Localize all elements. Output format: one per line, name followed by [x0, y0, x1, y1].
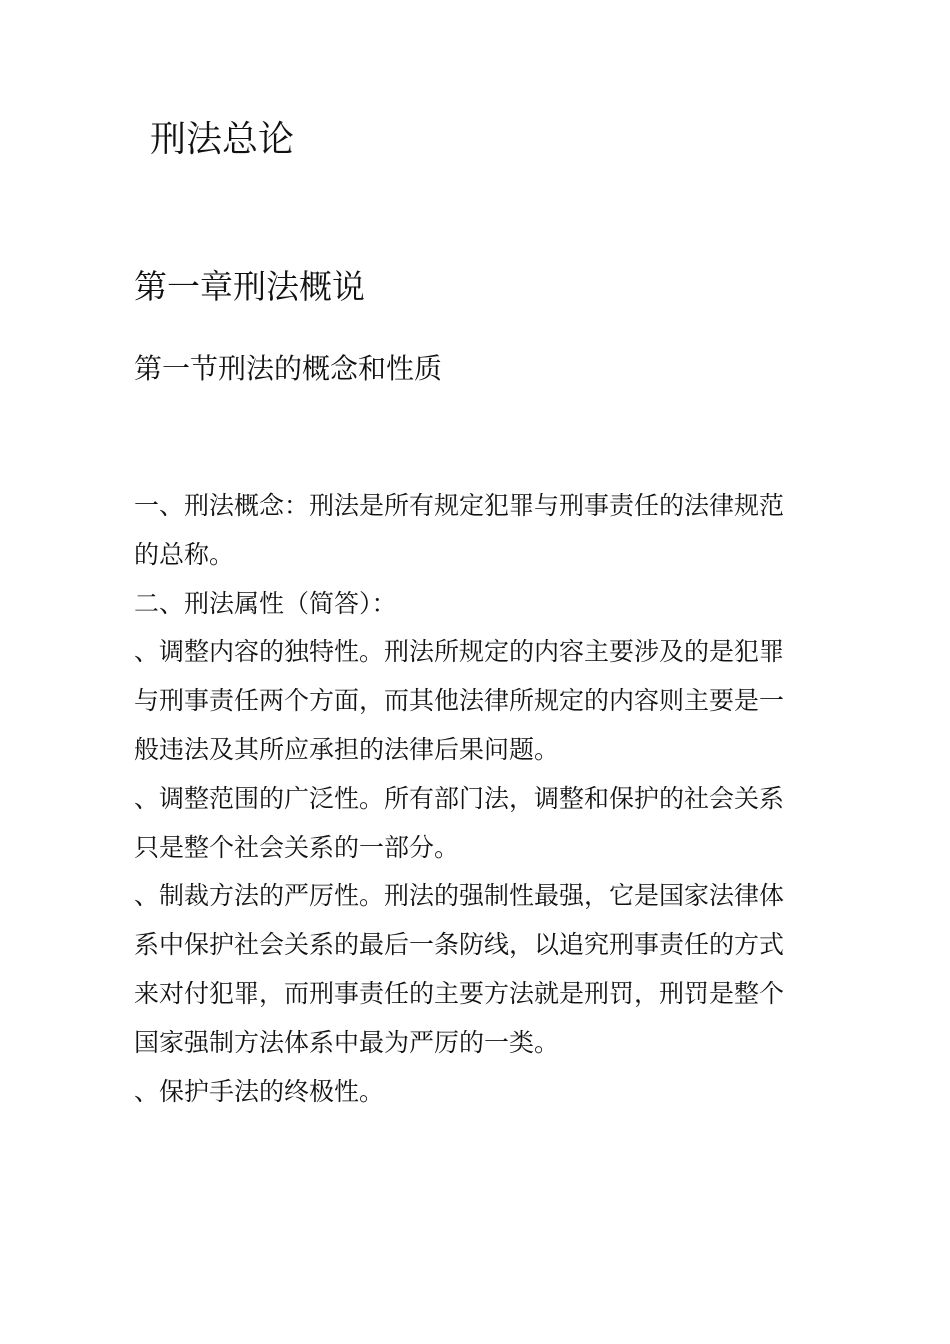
chapter-heading: 第一章刑法概说 — [134, 267, 365, 306]
body-line: 只是整个社会关系的一部分。 — [134, 832, 460, 862]
body-line: 一、刑法概念：刑法是所有规定犯罪与刑事责任的法律规范 — [134, 491, 785, 520]
body-line: 般违法及其所应承担的法律后果问题。 — [134, 734, 560, 764]
document-title: 刑法总论 — [150, 119, 295, 160]
body-line: 与刑事责任两个方面，而其他法律所规定的内容则主要是一 — [134, 686, 785, 716]
body-line: 、制裁方法的严厉性。刑法的强制性最强，它是国家法律体 — [134, 881, 785, 911]
body-line: 来对付犯罪，而刑事责任的主要方法就是刑罚，刑罚是整个 — [134, 978, 785, 1008]
body-line: 系中保护社会关系的最后一条防线，以追究刑事责任的方式 — [134, 930, 785, 960]
body-line: 、调整范围的广泛性。所有部门法，调整和保护的社会关系 — [134, 783, 785, 813]
section-heading: 第一节刑法的概念和性质 — [134, 352, 443, 385]
body-line: 、保护手法的终极性。 — [134, 1076, 385, 1106]
body-line: 的总称。 — [134, 539, 235, 569]
body-line: 二、刑法属性（简答）： — [134, 588, 397, 618]
body-line: 国家强制方法体系中最为严厉的一类。 — [134, 1027, 560, 1057]
body-line: 、调整内容的独特性。刑法所规定的内容主要涉及的是犯罪 — [134, 637, 785, 667]
body-text — [134, 482, 824, 1116]
